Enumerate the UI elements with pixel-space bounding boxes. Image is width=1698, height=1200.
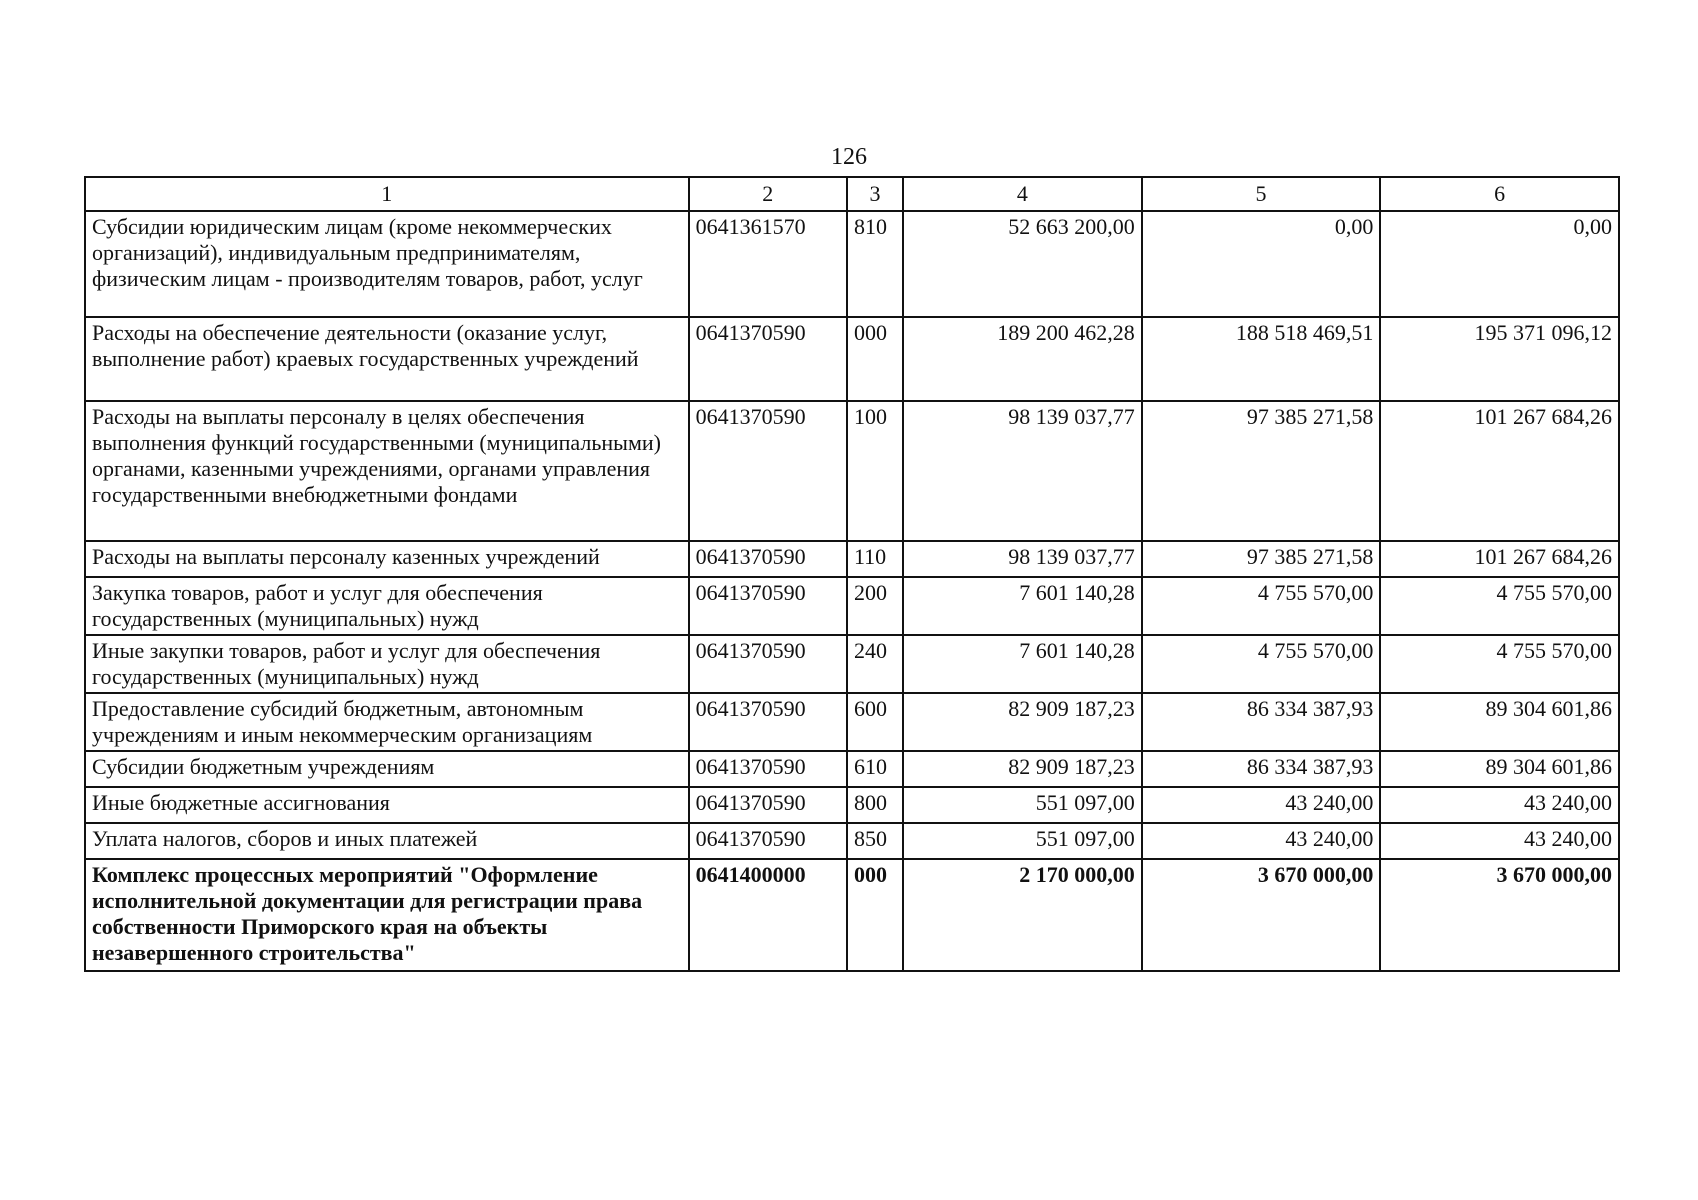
row-value-4: 82 909 187,23 bbox=[903, 751, 1142, 787]
row-value-4: 189 200 462,28 bbox=[903, 317, 1142, 401]
table-row bbox=[85, 635, 1619, 693]
row-code: 0641370590 bbox=[689, 577, 847, 635]
row-value-6: 89 304 601,86 bbox=[1380, 693, 1619, 751]
row-value-5: 188 518 469,51 bbox=[1142, 317, 1381, 401]
row-value-6: 43 240,00 bbox=[1380, 823, 1619, 859]
row-value-4: 82 909 187,23 bbox=[903, 693, 1142, 751]
row-value-5: 4 755 570,00 bbox=[1142, 577, 1381, 635]
row-name: Предоставление субсидий бюджетным, автономным учреждениям и иным некоммерческим организациям bbox=[85, 693, 689, 751]
row-code: 0641370590 bbox=[689, 635, 847, 693]
row-value-6: 3 670 000,00 bbox=[1380, 859, 1619, 971]
row-name: Иные бюджетные ассигнования bbox=[85, 787, 689, 823]
row-value-5: 97 385 271,58 bbox=[1142, 541, 1381, 577]
row-type: 810 bbox=[847, 211, 903, 317]
table-row bbox=[85, 823, 1619, 859]
row-value-6: 4 755 570,00 bbox=[1380, 635, 1619, 693]
row-type: 240 bbox=[847, 635, 903, 693]
row-value-6: 43 240,00 bbox=[1380, 787, 1619, 823]
table-row bbox=[85, 693, 1619, 751]
row-value-4: 2 170 000,00 bbox=[903, 859, 1142, 971]
row-value-5: 86 334 387,93 bbox=[1142, 693, 1381, 751]
row-value-6: 195 371 096,12 bbox=[1380, 317, 1619, 401]
row-value-6: 4 755 570,00 bbox=[1380, 577, 1619, 635]
row-type: 200 bbox=[847, 577, 903, 635]
row-value-4: 7 601 140,28 bbox=[903, 635, 1142, 693]
row-value-5: 97 385 271,58 bbox=[1142, 401, 1381, 541]
column-header: 4 bbox=[903, 177, 1142, 211]
table-row bbox=[85, 577, 1619, 635]
row-name: Расходы на обеспечение деятельности (оказание услуг, выполнение работ) краевых государственных учреждений bbox=[85, 317, 689, 401]
table-row bbox=[85, 751, 1619, 787]
row-value-5: 43 240,00 bbox=[1142, 823, 1381, 859]
row-type: 000 bbox=[847, 317, 903, 401]
row-value-4: 98 139 037,77 bbox=[903, 401, 1142, 541]
row-code: 0641370590 bbox=[689, 823, 847, 859]
table-row bbox=[85, 787, 1619, 823]
row-value-6: 0,00 bbox=[1380, 211, 1619, 317]
column-header: 3 bbox=[847, 177, 903, 211]
row-code: 0641370590 bbox=[689, 787, 847, 823]
row-code: 0641400000 bbox=[689, 859, 847, 971]
row-name: Иные закупки товаров, работ и услуг для обеспечения государственных (муниципальных) нужд bbox=[85, 635, 689, 693]
row-type: 100 bbox=[847, 401, 903, 541]
row-value-5: 3 670 000,00 bbox=[1142, 859, 1381, 971]
row-code: 0641370590 bbox=[689, 317, 847, 401]
row-code: 0641361570 bbox=[689, 211, 847, 317]
row-code: 0641370590 bbox=[689, 693, 847, 751]
row-value-6: 89 304 601,86 bbox=[1380, 751, 1619, 787]
row-value-5: 86 334 387,93 bbox=[1142, 751, 1381, 787]
row-value-4: 551 097,00 bbox=[903, 823, 1142, 859]
row-value-5: 4 755 570,00 bbox=[1142, 635, 1381, 693]
row-name: Расходы на выплаты персоналу в целях обеспечения выполнения функций государственными (муниципальными) органами, казенными учреждениями, органами управления государственными внебюджетными фондами bbox=[85, 401, 689, 541]
row-code: 0641370590 bbox=[689, 541, 847, 577]
row-type: 600 bbox=[847, 693, 903, 751]
budget-table bbox=[84, 176, 1620, 972]
row-name: Субсидии бюджетным учреждениям bbox=[85, 751, 689, 787]
column-header: 2 bbox=[689, 177, 847, 211]
row-value-4: 98 139 037,77 bbox=[903, 541, 1142, 577]
row-type: 110 bbox=[847, 541, 903, 577]
row-value-4: 52 663 200,00 bbox=[903, 211, 1142, 317]
column-header: 6 bbox=[1380, 177, 1619, 211]
row-value-5: 43 240,00 bbox=[1142, 787, 1381, 823]
row-name: Расходы на выплаты персоналу казенных учреждений bbox=[85, 541, 689, 577]
column-number-row bbox=[85, 177, 1619, 211]
row-type: 610 bbox=[847, 751, 903, 787]
row-code: 0641370590 bbox=[689, 401, 847, 541]
row-value-4: 7 601 140,28 bbox=[903, 577, 1142, 635]
page-number: 126 bbox=[831, 144, 867, 170]
row-name: Комплекс процессных мероприятий "Оформление исполнительной документации для регистрации права собственности Приморского края на объекты незавершенного строительства" bbox=[85, 859, 689, 971]
column-header: 5 bbox=[1142, 177, 1381, 211]
row-value-5: 0,00 bbox=[1142, 211, 1381, 317]
row-name: Субсидии юридическим лицам (кроме некоммерческих организаций), индивидуальным предпринимателям, физическим лицам - производителям товаров, работ, услуг bbox=[85, 211, 689, 317]
row-code: 0641370590 bbox=[689, 751, 847, 787]
row-type: 800 bbox=[847, 787, 903, 823]
table-row bbox=[85, 541, 1619, 577]
table-row bbox=[85, 211, 1619, 317]
row-value-6: 101 267 684,26 bbox=[1380, 541, 1619, 577]
row-name: Уплата налогов, сборов и иных платежей bbox=[85, 823, 689, 859]
table-row bbox=[85, 401, 1619, 541]
row-value-4: 551 097,00 bbox=[903, 787, 1142, 823]
row-type: 000 bbox=[847, 859, 903, 971]
row-value-6: 101 267 684,26 bbox=[1380, 401, 1619, 541]
table-row-summary bbox=[85, 859, 1619, 971]
row-name: Закупка товаров, работ и услуг для обеспечения государственных (муниципальных) нужд bbox=[85, 577, 689, 635]
column-header: 1 bbox=[85, 177, 689, 211]
row-type: 850 bbox=[847, 823, 903, 859]
table-row bbox=[85, 317, 1619, 401]
